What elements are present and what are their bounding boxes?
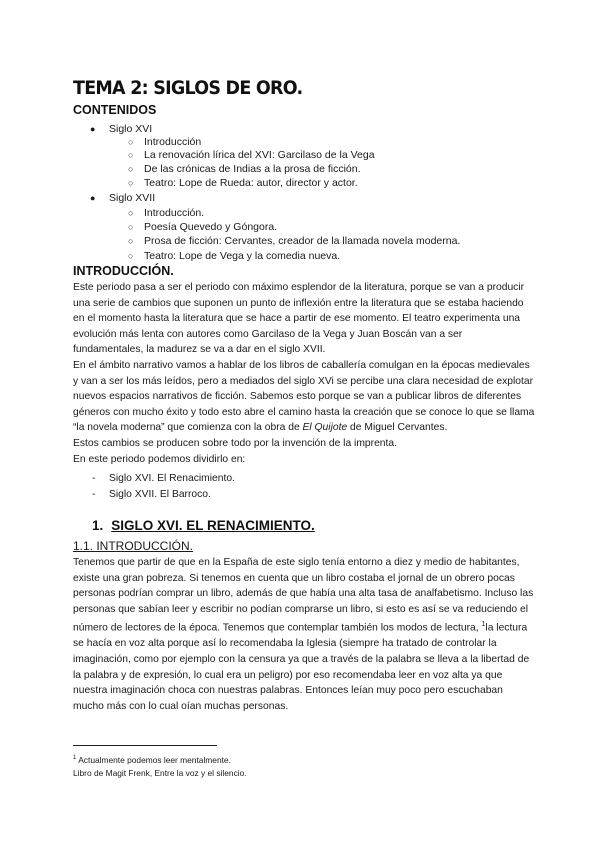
toc-item: La renovación lírica del XVI: Garcilaso de la Vega — [144, 149, 375, 161]
paragraph: En este periodo podemos dividirlo en: — [73, 453, 246, 465]
footnote-marker: 1 — [73, 755, 77, 761]
toc-item: Introducción — [144, 136, 202, 148]
paragraph-text: Tenemos que partir de que en la España de este siglo tenía entorno a diez y medio de habitantes, existe una gran pobreza. Si tenemos en cuenta que un libro costaba el jornal de un obrero pocas personas podrían comprar un libro, además de que había una alta tasa de analfabetismo. Incluso las personas que sabían leer y escribir no podían comprarse un libro, si esto es así se va reduciendo el número de lectores de la época. Tenemos que contemplar también los modos de lectura, — [73, 557, 534, 634]
toc-item: Teatro: Lope de Vega y la comedia nueva. — [144, 250, 341, 262]
paragraph-text: la lectura se hacía en voz alta porque así lo recomendaba la Iglesia (siempre ha tratado de controlar la imaginación, como por ejemplo con la censura ya que a través de la palabra se lleva a la libertad de la palabra y de expresión, lo cual era un peligro) por eso recomendaba leer en voz alta ya que nuestra imaginación choca con nuestras palabras. Entonces leían muy poco pero escuchaban mucho más con lo cual oían muchas personas. — [73, 622, 530, 712]
toc-item: Teatro: Lope de Rueda: autor, director y actor. — [144, 177, 358, 189]
paragraph: Este periodo pasa a ser el periodo con máximo esplendor de la literatura, porque se van a producir una serie de cambios que suponen un punto de inflexión entre la literatura que se estaba haciendo en el momento hasta la literatura que se hace a partir de ese momento. El teatro experimenta una evolución más lenta con autores como Garcilaso de la Vega y Juan Boscán van a ser fundamentales, la madurez se va a dar en el siglo XVII. — [73, 282, 525, 356]
toc-section-label: Siglo XVI — [109, 123, 153, 135]
circle-bullet-icon: ○ — [128, 178, 134, 188]
paragraph — [73, 358, 535, 436]
section-title: SIGLO XVI. EL RENACIMIENTO. — [111, 518, 315, 533]
disc-bullet-icon: ● — [90, 124, 96, 134]
circle-bullet-icon: ○ — [128, 137, 134, 147]
list-item — [92, 471, 235, 487]
section-heading — [92, 518, 315, 533]
footnote-divider — [73, 745, 217, 746]
footnotes — [73, 752, 247, 780]
circle-bullet-icon: ○ — [128, 222, 134, 232]
footnote-line: Libro de Magit Frenk, Entre la voz y el silencio. — [73, 767, 247, 778]
period-list — [92, 471, 235, 502]
intro-body — [73, 280, 535, 467]
section1-body — [73, 555, 535, 714]
circle-bullet-icon: ○ — [128, 164, 134, 174]
book-title: El Quijote — [302, 422, 348, 434]
subsection-heading: 1.1. INTRODUCCIÓN. — [73, 539, 194, 553]
toc-section-label: Siglo XVII — [109, 192, 156, 204]
paragraph-text: En el ámbito narrativo vamos a hablar de los libros de caballería comulgan en la épocas medievales y van a ser los más leídos, pero a mediados del siglo XVi se percibe una clara necesidad de explotar nuevos espacios narrativos de ficción. Sabemos esto porque se van a publicar libros de diferentes géneros con mucho éxito y todo esto abre el camino hasta la creación que se conoce lo que se llama “la novela moderna” que comienza con la obra de — [73, 359, 535, 434]
paragraph-text: de Miguel Cervantes. — [347, 422, 448, 434]
section-number: 1. — [92, 518, 104, 533]
toc-item: De las crónicas de Indias a la prosa de ficción. — [144, 163, 361, 175]
list-item-text: Siglo XVI. El Renacimiento. — [109, 473, 235, 484]
paragraph — [73, 555, 535, 714]
footnote-text: Actualmente podemos leer mentalmente. — [78, 754, 231, 765]
footnote-reference[interactable]: 1 — [481, 621, 486, 629]
intro-heading: INTRODUCCIÓN. — [73, 264, 174, 278]
list-item-text: Siglo XVII. El Barroco. — [109, 488, 211, 500]
dash-bullet-icon: - — [92, 473, 96, 484]
dash-bullet-icon: - — [92, 488, 96, 500]
contents-heading: CONTENIDOS — [73, 103, 157, 117]
circle-bullet-icon: ○ — [128, 236, 134, 246]
disc-bullet-icon: ● — [90, 193, 96, 203]
page-title: TEMA 2: SIGLOS DE ORO. — [73, 77, 303, 99]
toc-item: Poesía Quevedo y Góngora. — [144, 221, 278, 233]
toc-item: Introducción. — [144, 207, 205, 219]
circle-bullet-icon: ○ — [128, 150, 134, 160]
paragraph: Estos cambios se producen sobre todo por la invención de la imprenta. — [73, 437, 397, 449]
circle-bullet-icon: ○ — [128, 208, 134, 218]
footnote-line — [73, 752, 247, 767]
list-item — [92, 487, 235, 503]
circle-bullet-icon: ○ — [128, 251, 134, 261]
toc-item: Prosa de ficción: Cervantes, creador de la llamada novela moderna. — [144, 235, 461, 247]
